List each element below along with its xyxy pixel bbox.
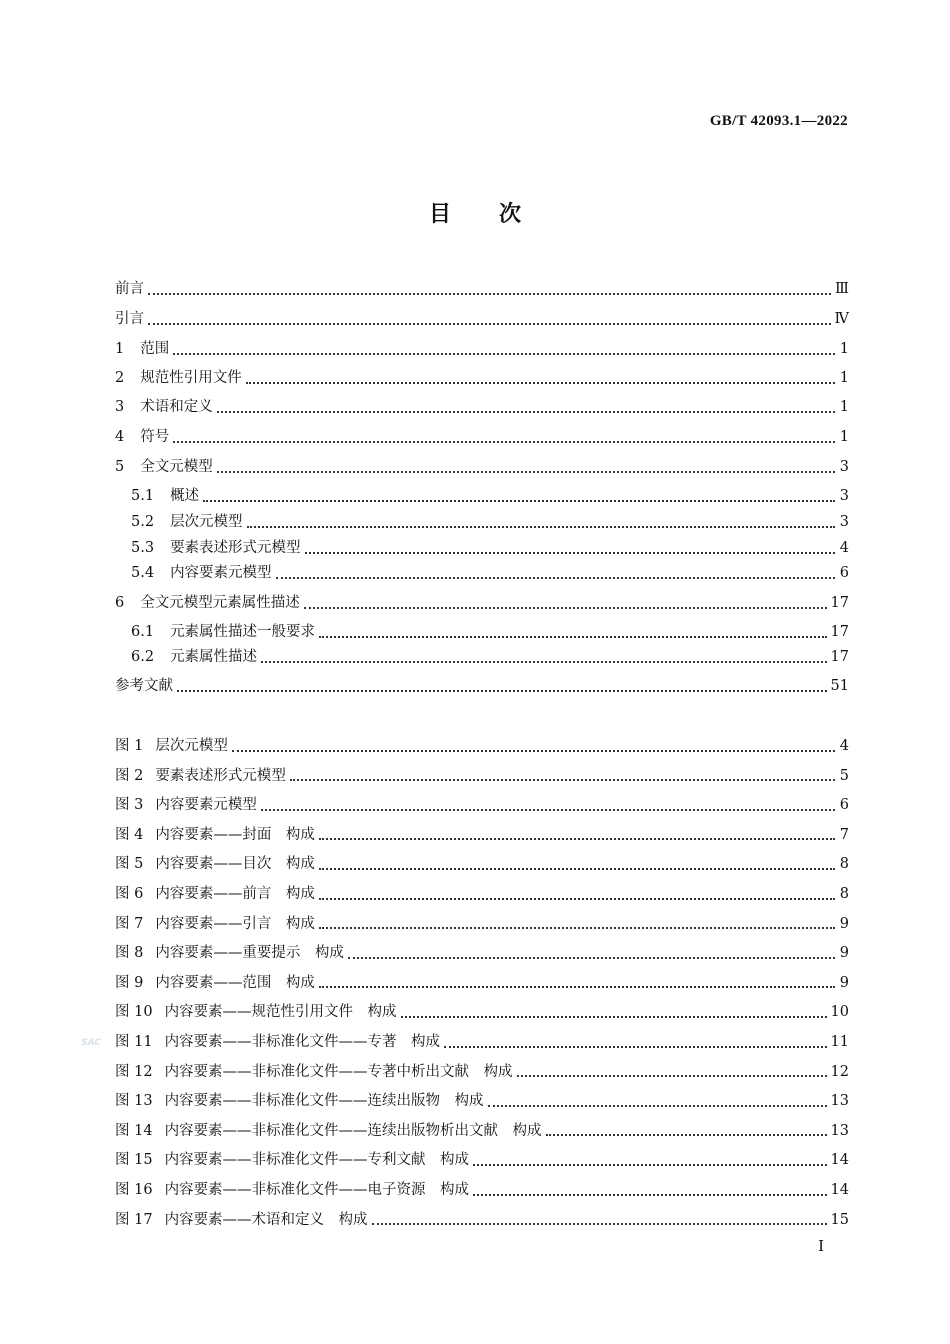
figure-title: 内容要素——封面 构成 bbox=[155, 826, 315, 843]
section-number: 6.2 bbox=[131, 649, 155, 665]
figure-title: 内容要素——范围 构成 bbox=[155, 974, 315, 991]
figure-title: 内容要素——非标准化文件——电子资源 构成 bbox=[164, 1182, 470, 1198]
page-reference: 6 bbox=[839, 565, 849, 581]
figure-title: 内容要素——目次 构成 bbox=[155, 856, 315, 873]
section-number: 3 bbox=[115, 399, 125, 415]
toc-entry[interactable] bbox=[131, 485, 849, 507]
section-number: 5.2 bbox=[131, 514, 155, 530]
page-reference: 10 bbox=[830, 1004, 849, 1021]
page-reference: 12 bbox=[830, 1063, 849, 1080]
dot-leader bbox=[173, 440, 835, 443]
figure-number: 图 8 bbox=[115, 945, 144, 962]
dot-leader bbox=[217, 470, 835, 473]
section-number: 6.1 bbox=[131, 624, 155, 640]
section-number: 6 bbox=[115, 595, 125, 611]
figure-title: 内容要素——非标准化文件——专利文献 构成 bbox=[164, 1152, 470, 1169]
section-title: 元素属性描述一般要求 bbox=[170, 624, 316, 640]
page-reference: 4 bbox=[839, 540, 849, 556]
figure-list-item[interactable] bbox=[115, 735, 849, 757]
dot-leader bbox=[348, 956, 835, 959]
figure-number: 图 4 bbox=[115, 826, 144, 843]
dot-leader bbox=[148, 292, 831, 295]
toc-entry[interactable] bbox=[115, 592, 849, 614]
toc-entry[interactable] bbox=[115, 308, 849, 330]
figure-number: 图 17 bbox=[115, 1211, 153, 1228]
dot-leader bbox=[546, 1133, 827, 1136]
figure-number: 图 6 bbox=[115, 886, 144, 902]
section-title: 前言 bbox=[115, 281, 144, 297]
figure-number: 图 5 bbox=[115, 856, 144, 873]
figure-number: 图 7 bbox=[115, 915, 144, 932]
page-reference: 9 bbox=[839, 945, 849, 962]
dot-leader bbox=[247, 525, 835, 528]
section-title: 参考文献 bbox=[115, 678, 173, 694]
figure-title: 内容要素——术语和定义 构成 bbox=[164, 1211, 368, 1228]
page-reference: 8 bbox=[839, 886, 849, 902]
page-reference: 14 bbox=[830, 1182, 849, 1198]
page-reference: 13 bbox=[830, 1093, 849, 1110]
section-title: 元素属性描述 bbox=[170, 649, 258, 665]
dot-leader bbox=[246, 381, 835, 384]
figure-number: 图 14 bbox=[115, 1122, 153, 1139]
page-reference: 1 bbox=[839, 370, 849, 386]
page-reference: 17 bbox=[830, 649, 849, 665]
section-title: 术语和定义 bbox=[140, 399, 213, 415]
dot-leader bbox=[232, 749, 835, 752]
figure-title: 内容要素——非标准化文件——连续出版物 构成 bbox=[164, 1093, 484, 1110]
page-reference: 1 bbox=[839, 429, 849, 445]
page-reference: 4 bbox=[839, 738, 849, 754]
dot-leader bbox=[488, 1104, 827, 1107]
figure-list-item[interactable] bbox=[115, 1031, 849, 1053]
toc-entry[interactable] bbox=[131, 621, 849, 643]
section-title: 引言 bbox=[115, 311, 144, 327]
dot-leader bbox=[177, 689, 827, 692]
figure-title: 内容要素——前言 构成 bbox=[155, 886, 315, 902]
dot-leader bbox=[173, 352, 835, 355]
section-number: 2 bbox=[115, 370, 125, 386]
dot-leader bbox=[319, 897, 835, 900]
dot-leader bbox=[319, 867, 835, 870]
section-title: 概述 bbox=[170, 488, 200, 504]
section-number: 5.4 bbox=[131, 565, 155, 581]
figure-list-item[interactable] bbox=[115, 765, 849, 787]
figure-title: 内容要素——引言 构成 bbox=[155, 915, 315, 932]
dot-leader bbox=[217, 410, 835, 413]
figure-list-item[interactable] bbox=[115, 1209, 849, 1231]
figure-title: 内容要素——非标准化文件——专著中析出文献 构成 bbox=[164, 1063, 513, 1080]
page-reference: 8 bbox=[839, 856, 849, 873]
figure-title: 内容要素——非标准化文件——连续出版物析出文献 构成 bbox=[164, 1122, 542, 1139]
toc-entry[interactable] bbox=[131, 646, 849, 668]
page-reference: 11 bbox=[830, 1034, 849, 1050]
figure-title: 内容要素元模型 bbox=[155, 797, 257, 814]
page-reference: 14 bbox=[830, 1152, 849, 1169]
toc-entry[interactable] bbox=[115, 396, 849, 418]
section-title: 规范性引用文件 bbox=[140, 370, 242, 386]
toc-entry[interactable] bbox=[115, 456, 849, 478]
section-number: 5.1 bbox=[131, 488, 155, 504]
figure-number: 图 12 bbox=[115, 1063, 153, 1080]
dot-leader bbox=[319, 837, 835, 840]
figure-title: 内容要素——规范性引用文件 构成 bbox=[164, 1004, 397, 1021]
section-title: 符号 bbox=[140, 429, 170, 445]
section-title: 层次元模型 bbox=[170, 514, 243, 530]
figure-list-item[interactable] bbox=[115, 1090, 849, 1112]
page-reference: Ⅳ bbox=[834, 311, 849, 327]
section-title: 全文元模型 bbox=[140, 459, 213, 475]
figure-number: 图 1 bbox=[115, 738, 144, 754]
page-reference: 51 bbox=[830, 678, 849, 694]
dot-leader bbox=[203, 499, 835, 502]
dot-leader bbox=[517, 1074, 827, 1077]
figure-title: 层次元模型 bbox=[155, 738, 228, 754]
dot-leader bbox=[319, 635, 826, 638]
page-reference: 3 bbox=[839, 514, 849, 530]
section-title: 内容要素元模型 bbox=[170, 565, 272, 581]
standard-code: GB/T 42093.1—2022 bbox=[709, 113, 848, 129]
figure-number: 图 2 bbox=[115, 767, 144, 784]
page-reference: 3 bbox=[839, 459, 849, 475]
figure-list-item[interactable] bbox=[115, 853, 849, 875]
figure-number: 图 16 bbox=[115, 1182, 153, 1198]
figure-list-item[interactable] bbox=[115, 824, 849, 846]
figure-list-item[interactable] bbox=[115, 1061, 849, 1083]
figure-title: 要素表述形式元模型 bbox=[155, 767, 286, 784]
page-reference: 6 bbox=[839, 797, 849, 814]
toc-entry[interactable] bbox=[115, 338, 849, 360]
dot-leader bbox=[372, 1222, 827, 1225]
figure-list-item[interactable] bbox=[115, 1001, 849, 1023]
figure-title: 内容要素——非标准化文件——专著 构成 bbox=[164, 1034, 441, 1050]
section-title: 要素表述形式元模型 bbox=[170, 540, 301, 556]
dot-leader bbox=[319, 985, 835, 988]
toc-entry[interactable] bbox=[115, 675, 849, 697]
dot-leader bbox=[319, 926, 835, 929]
dot-leader bbox=[148, 322, 831, 325]
section-number: 1 bbox=[115, 341, 125, 357]
figure-list-item[interactable] bbox=[115, 942, 849, 964]
dot-leader bbox=[261, 660, 826, 663]
dot-leader bbox=[261, 808, 835, 811]
dot-leader bbox=[290, 778, 835, 781]
toc-entry[interactable] bbox=[115, 426, 849, 448]
figure-list-item[interactable] bbox=[115, 1179, 849, 1201]
toc-entry[interactable] bbox=[115, 278, 849, 300]
dot-leader bbox=[276, 576, 835, 579]
figure-number: 图 15 bbox=[115, 1152, 153, 1169]
dot-leader bbox=[401, 1015, 827, 1018]
page-reference: 1 bbox=[839, 399, 849, 415]
page-reference: 5 bbox=[839, 767, 849, 784]
figure-list-item[interactable] bbox=[115, 1149, 849, 1171]
page-title: 目次 bbox=[428, 201, 569, 227]
page-reference: 17 bbox=[830, 624, 849, 640]
dot-leader bbox=[304, 606, 827, 609]
toc-entry[interactable] bbox=[131, 562, 849, 584]
figure-number: 图 13 bbox=[115, 1093, 153, 1110]
page-reference: 3 bbox=[839, 488, 849, 504]
toc-entry[interactable] bbox=[131, 511, 849, 533]
section-number: 5 bbox=[115, 459, 125, 475]
page-reference: 9 bbox=[839, 915, 849, 932]
section-title: 全文元模型元素属性描述 bbox=[140, 595, 300, 611]
page-reference: 15 bbox=[830, 1211, 849, 1228]
dot-leader bbox=[444, 1045, 826, 1048]
dot-leader bbox=[305, 551, 835, 554]
page-reference: 13 bbox=[830, 1122, 849, 1139]
figure-title: 内容要素——重要提示 构成 bbox=[155, 945, 344, 962]
page-reference: 1 bbox=[839, 341, 849, 357]
page-reference: Ⅲ bbox=[835, 281, 849, 297]
dot-leader bbox=[473, 1193, 826, 1196]
toc-entry[interactable] bbox=[131, 537, 849, 559]
figure-list-item[interactable] bbox=[115, 972, 849, 994]
page-reference: 7 bbox=[839, 826, 849, 843]
figure-number: 图 10 bbox=[115, 1004, 153, 1021]
toc-entry[interactable] bbox=[115, 367, 849, 389]
section-number: 4 bbox=[115, 429, 125, 445]
dot-leader bbox=[473, 1163, 826, 1166]
figure-number: 图 9 bbox=[115, 974, 144, 991]
figure-list-item[interactable] bbox=[115, 794, 849, 816]
figure-list-item[interactable] bbox=[115, 1120, 849, 1142]
sac-watermark-logo: SAC bbox=[81, 1038, 101, 1048]
figure-number: 图 3 bbox=[115, 797, 144, 814]
figure-list-item[interactable] bbox=[115, 883, 849, 905]
figure-list-item[interactable] bbox=[115, 913, 849, 935]
section-number: 5.3 bbox=[131, 540, 155, 556]
page-reference: 9 bbox=[839, 974, 849, 991]
section-title: 范围 bbox=[140, 341, 170, 357]
page-number: I bbox=[818, 1237, 824, 1255]
figure-number: 图 11 bbox=[115, 1034, 153, 1050]
page-reference: 17 bbox=[830, 595, 849, 611]
